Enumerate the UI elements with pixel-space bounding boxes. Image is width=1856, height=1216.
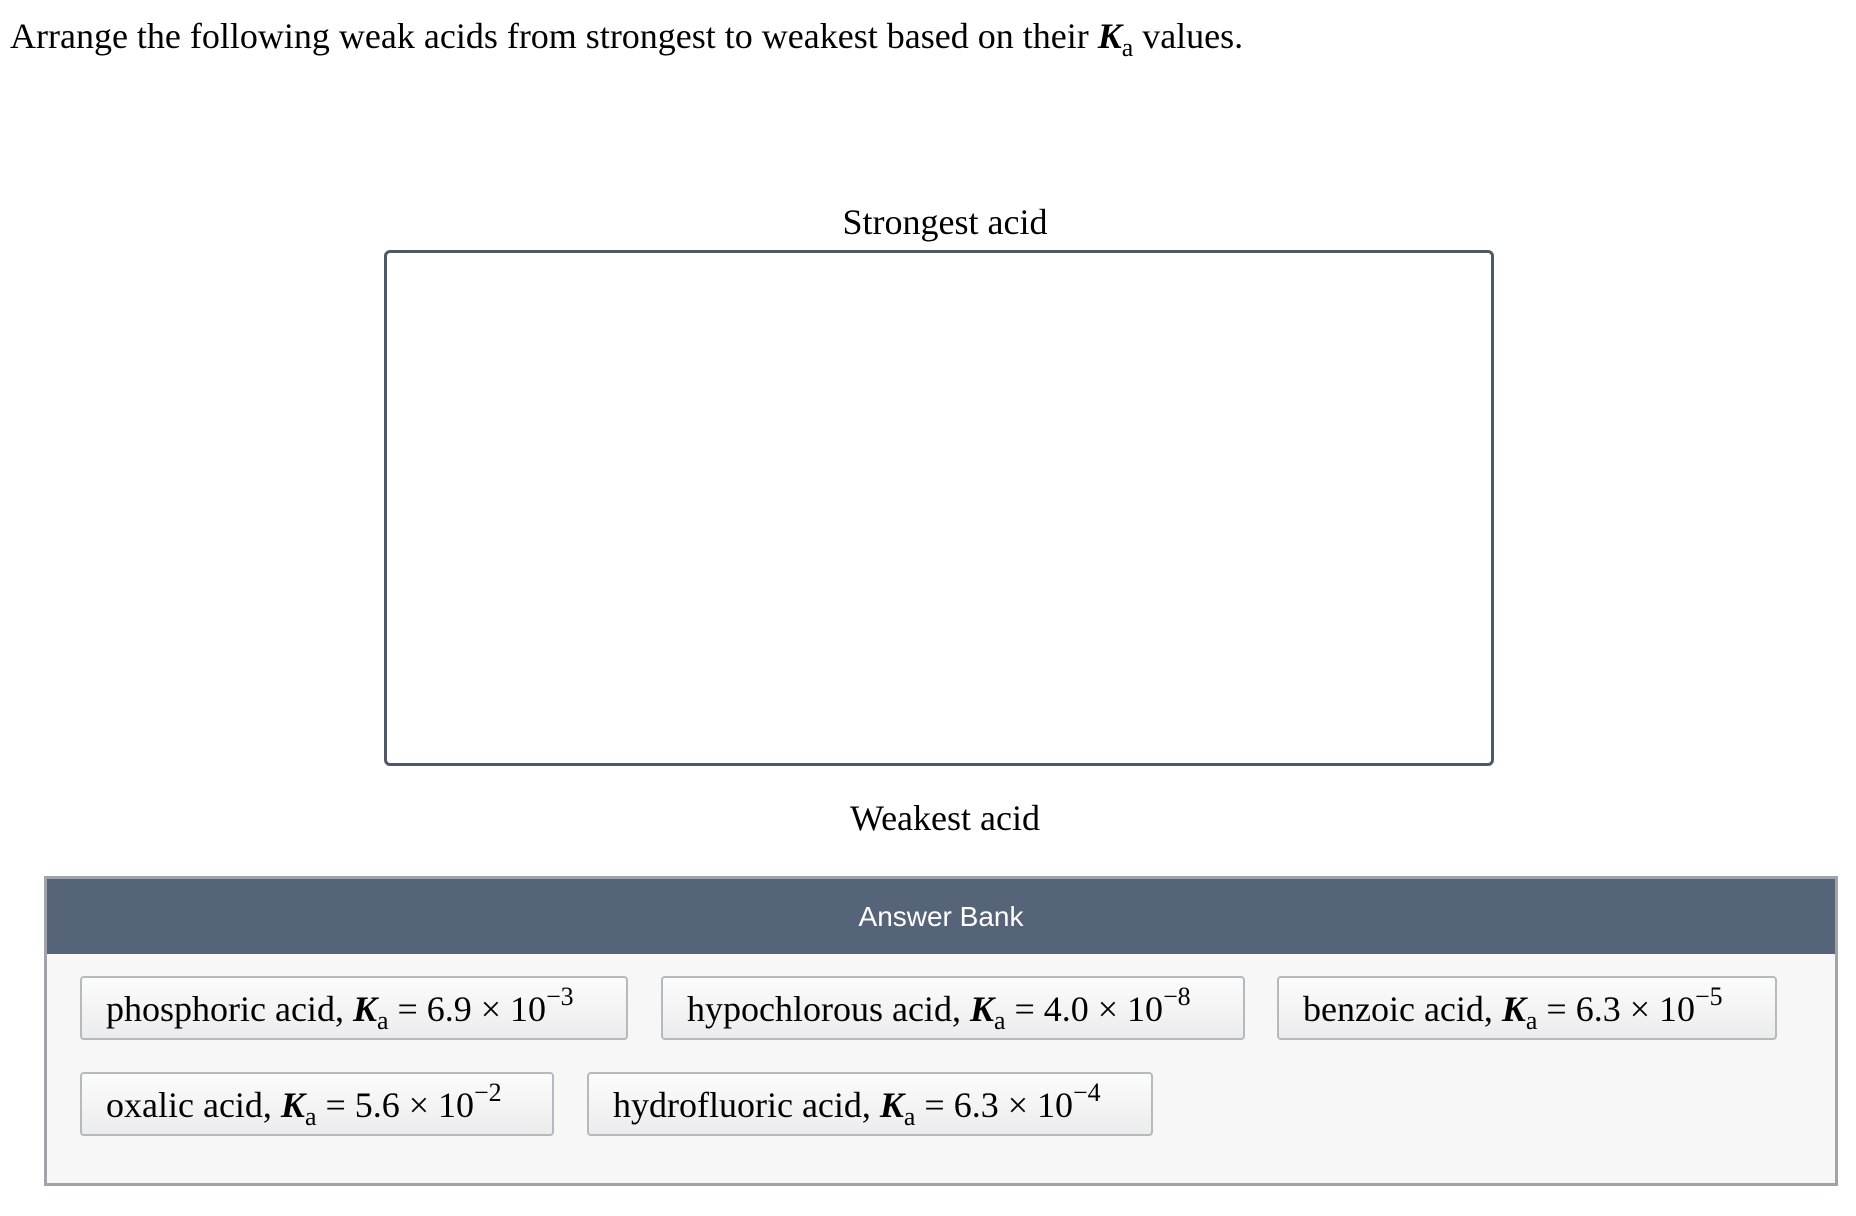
chip-ka-value: = 4.0 × 10 — [1005, 989, 1164, 1029]
chip-ka-subscript: a — [1525, 1005, 1538, 1035]
answer-bank-title: Answer Bank — [47, 879, 1835, 954]
weakest-acid-label: Weakest acid — [849, 798, 1040, 838]
chip-ka-exponent: −3 — [546, 981, 574, 1011]
chip-ka-subscript: a — [903, 1101, 916, 1131]
chip-ka-symbol: K — [969, 989, 994, 1029]
chip-ka-subscript: a — [304, 1101, 317, 1131]
ka-subscript: a — [1121, 32, 1134, 62]
answer-bank — [44, 876, 1838, 1186]
answer-chip-benzoic-acid[interactable] — [1277, 976, 1777, 1040]
chip-ka-value: = 6.3 × 10 — [1537, 989, 1696, 1029]
chip-ka-value: = 6.9 × 10 — [388, 989, 547, 1029]
answer-chip-hypochlorous-acid[interactable] — [661, 976, 1245, 1040]
question-suffix: values. — [1133, 16, 1244, 56]
chip-ka-subscript: a — [376, 1005, 389, 1035]
answer-chip-hydrofluoric-acid[interactable] — [587, 1072, 1153, 1136]
ka-symbol: K — [1097, 16, 1122, 56]
chip-ka-exponent: −4 — [1073, 1077, 1101, 1107]
chip-acid-name: oxalic acid, — [106, 1085, 281, 1125]
chip-acid-name: hydrofluoric acid, — [613, 1085, 880, 1125]
chip-ka-exponent: −5 — [1695, 981, 1723, 1011]
answer-chip-oxalic-acid[interactable] — [80, 1072, 554, 1136]
chip-acid-name: phosphoric acid, — [106, 989, 353, 1029]
question-prefix: Arrange the following weak acids from strongest to weakest based on their — [10, 16, 1098, 56]
chip-ka-value: = 5.6 × 10 — [316, 1085, 475, 1125]
question-text — [10, 12, 1243, 60]
chip-ka-exponent: −8 — [1163, 981, 1191, 1011]
chip-ka-value: = 6.3 × 10 — [915, 1085, 1074, 1125]
chip-acid-name: hypochlorous acid, — [687, 989, 970, 1029]
ranking-drop-zone[interactable] — [384, 250, 1494, 766]
chip-ka-symbol: K — [879, 1085, 904, 1125]
strongest-acid-label: Strongest acid — [842, 202, 1048, 242]
chip-acid-name: benzoic acid, — [1303, 989, 1502, 1029]
chip-ka-symbol: K — [280, 1085, 305, 1125]
chip-ka-subscript: a — [993, 1005, 1006, 1035]
chip-ka-exponent: −2 — [474, 1077, 502, 1107]
answer-chip-phosphoric-acid[interactable] — [80, 976, 628, 1040]
chip-ka-symbol: K — [1501, 989, 1526, 1029]
chip-ka-symbol: K — [352, 989, 377, 1029]
